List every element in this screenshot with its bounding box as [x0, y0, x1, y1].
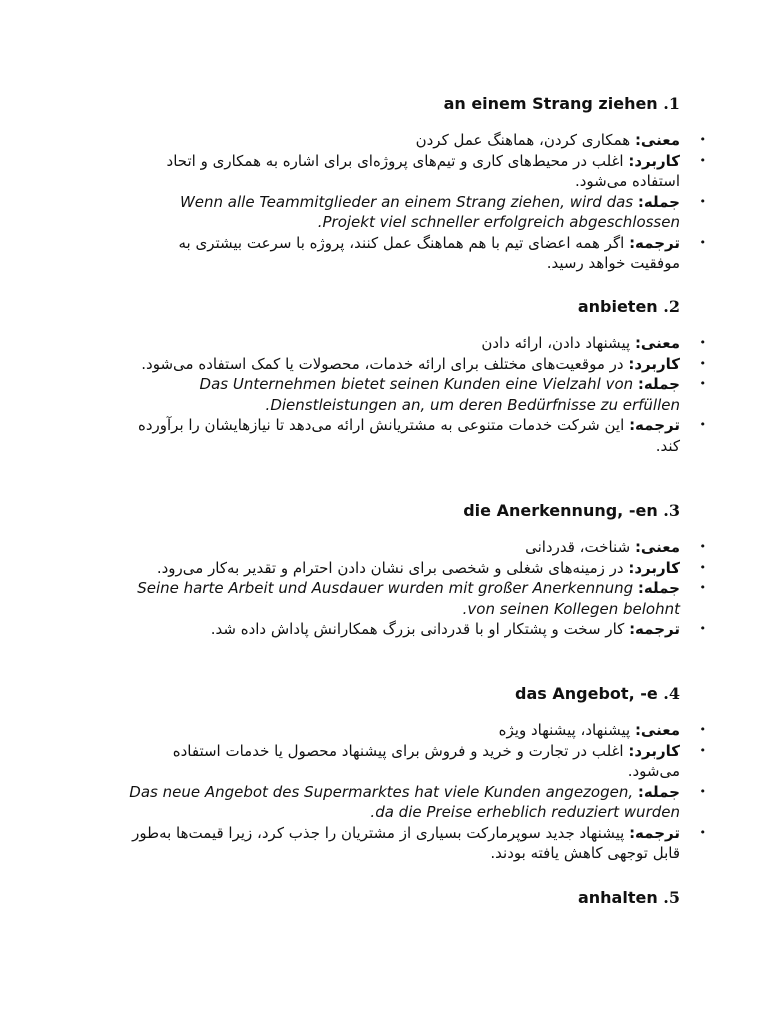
- usage-item: [128, 741, 706, 782]
- meaning-label: معنی:: [634, 721, 680, 739]
- bullet-icon: •: [699, 153, 706, 167]
- vocab-entry-1: [80, 94, 706, 274]
- vocab-entry-4: [80, 684, 706, 864]
- sentence-label: جمله:: [637, 782, 680, 801]
- bullet-icon: •: [699, 356, 706, 370]
- entry-number: 5.: [663, 888, 680, 907]
- translation-label: ترجمه:: [629, 416, 680, 434]
- usage-item: [128, 558, 706, 579]
- sentence-text: Seine harte Arbeit und Ausdauer wurden mit großer Anerkennung von seinen Kollegen belohnt.: [137, 579, 680, 618]
- sentence-label: جمله:: [637, 192, 680, 211]
- entry-details-list: [80, 537, 706, 640]
- entry-heading: [80, 297, 680, 317]
- meaning-item: [128, 130, 706, 151]
- entry-heading: [80, 888, 680, 908]
- usage-text: در زمینه‌های شغلی و شخصی برای نشان دادن احترام و تقدیر به‌کار می‌رود.: [156, 558, 624, 577]
- sentence-label: جمله:: [637, 375, 680, 393]
- usage-text: اغلب در محیط‌های کاری و تیم‌های پروژه‌ای برای اشاره به همکاری و اتحاد استفاده می‌شود.: [166, 151, 680, 190]
- entry-term: die Anerkennung, -en: [463, 501, 658, 520]
- meaning-text: پیشنهاد دادن، ارائه دادن: [481, 334, 631, 352]
- meaning-item: [128, 720, 706, 741]
- translation-item: [128, 415, 706, 456]
- usage-label: کاربرد:: [628, 354, 680, 373]
- entry-number: 2.: [663, 297, 680, 316]
- meaning-label: معنی:: [634, 538, 680, 556]
- entry-number: 3.: [663, 501, 680, 520]
- usage-label: کاربرد:: [628, 558, 680, 577]
- vocab-entry-5: [80, 888, 680, 908]
- meaning-item: [128, 333, 706, 354]
- translation-text: کار سخت و پشتکار او با قدردانی بزرگ همکارانش پاداش داده شد.: [210, 620, 625, 638]
- translation-label: ترجمه:: [629, 233, 680, 252]
- meaning-item: [128, 537, 706, 558]
- translation-item: [128, 619, 706, 640]
- bullet-icon: •: [699, 581, 706, 594]
- sentence-item: [128, 374, 706, 415]
- entry-term: das Angebot, -e: [515, 684, 658, 703]
- bullet-icon: •: [699, 723, 706, 736]
- sentence-text: Das Unternehmen bietet seinen Kunden eine Vielzahl von Dienstleistungen an, um deren Bedürfnisse zu erfüllen.: [199, 375, 680, 414]
- usage-text: در موقعیت‌های مختلف برای ارائه خدمات، محصولات یا کمک استفاده می‌شود.: [141, 354, 624, 373]
- entry-term: anhalten: [577, 888, 658, 907]
- vocab-entry-2: [80, 297, 706, 456]
- sentence-text: Das neue Angebot des Supermarktes hat viele Kunden angezogen, da die Preise erheblich reduziert wurden.: [129, 782, 680, 821]
- entry-term: an einem Strang ziehen: [443, 94, 658, 113]
- meaning-text: شناخت، قدردانی: [525, 538, 631, 556]
- entry-details-list: [80, 333, 706, 456]
- entry-number: 4.: [663, 684, 680, 703]
- entry-heading: [80, 501, 680, 521]
- bullet-icon: •: [699, 377, 706, 390]
- entry-heading: [80, 684, 680, 704]
- bullet-icon: •: [699, 133, 706, 146]
- entry-details-list: [80, 720, 706, 864]
- meaning-text: پیشنهاد، پیشنهاد ویژه: [498, 721, 631, 739]
- translation-item: [128, 233, 706, 274]
- sentence-text: Wenn alle Teammitglieder an einem Strang ziehen, wird das Projekt viel schneller erfolgreich abgeschlossen.: [179, 192, 680, 231]
- sentence-item: [128, 578, 706, 619]
- bullet-icon: •: [699, 560, 706, 574]
- bullet-icon: •: [699, 336, 706, 349]
- sentence-item: [128, 782, 706, 823]
- translation-text: این شرکت خدمات متنوعی به مشتریانش ارائه می‌دهد تا نیازهایشان را برآورده کند.: [137, 416, 680, 455]
- usage-item: [128, 151, 706, 192]
- bullet-icon: •: [699, 540, 706, 553]
- usage-item: [128, 354, 706, 375]
- bullet-icon: •: [699, 418, 706, 431]
- bullet-icon: •: [699, 235, 706, 249]
- bullet-icon: •: [699, 825, 706, 839]
- entry-heading: [80, 94, 680, 114]
- sentence-item: [128, 192, 706, 233]
- bullet-icon: •: [699, 622, 706, 635]
- bullet-icon: •: [699, 743, 706, 757]
- translation-text: پیشنهاد جدید سوپرمارکت بسیاری از مشتریان را جذب کرد، زیرا قیمت‌ها به‌طور قابل توجهی کاهش یافته بودند.: [132, 823, 680, 862]
- entry-details-list: [80, 130, 706, 274]
- translation-label: ترجمه:: [629, 823, 680, 842]
- translation-label: ترجمه:: [629, 620, 680, 638]
- meaning-label: معنی:: [634, 334, 680, 352]
- translation-text: اگر همه اعضای تیم با هم هماهنگ عمل کنند، پروژه با سرعت بیشتری به موفقیت خواهد رسید.: [178, 233, 680, 272]
- entry-term: anbieten: [577, 297, 658, 316]
- sentence-label: جمله:: [637, 579, 680, 597]
- bullet-icon: •: [699, 194, 706, 208]
- meaning-text: همکاری کردن، هماهنگ عمل کردن: [415, 131, 631, 149]
- bullet-icon: •: [699, 784, 706, 798]
- vocab-entry-3: [80, 501, 706, 640]
- meaning-label: معنی:: [634, 131, 680, 149]
- entry-number: 1.: [663, 94, 680, 113]
- usage-label: کاربرد:: [628, 151, 680, 170]
- usage-label: کاربرد:: [628, 741, 680, 760]
- translation-item: [128, 823, 706, 864]
- usage-text: اغلب در تجارت و خرید و فروش برای پیشنهاد محصول یا خدمات استفاده می‌شود.: [172, 741, 680, 780]
